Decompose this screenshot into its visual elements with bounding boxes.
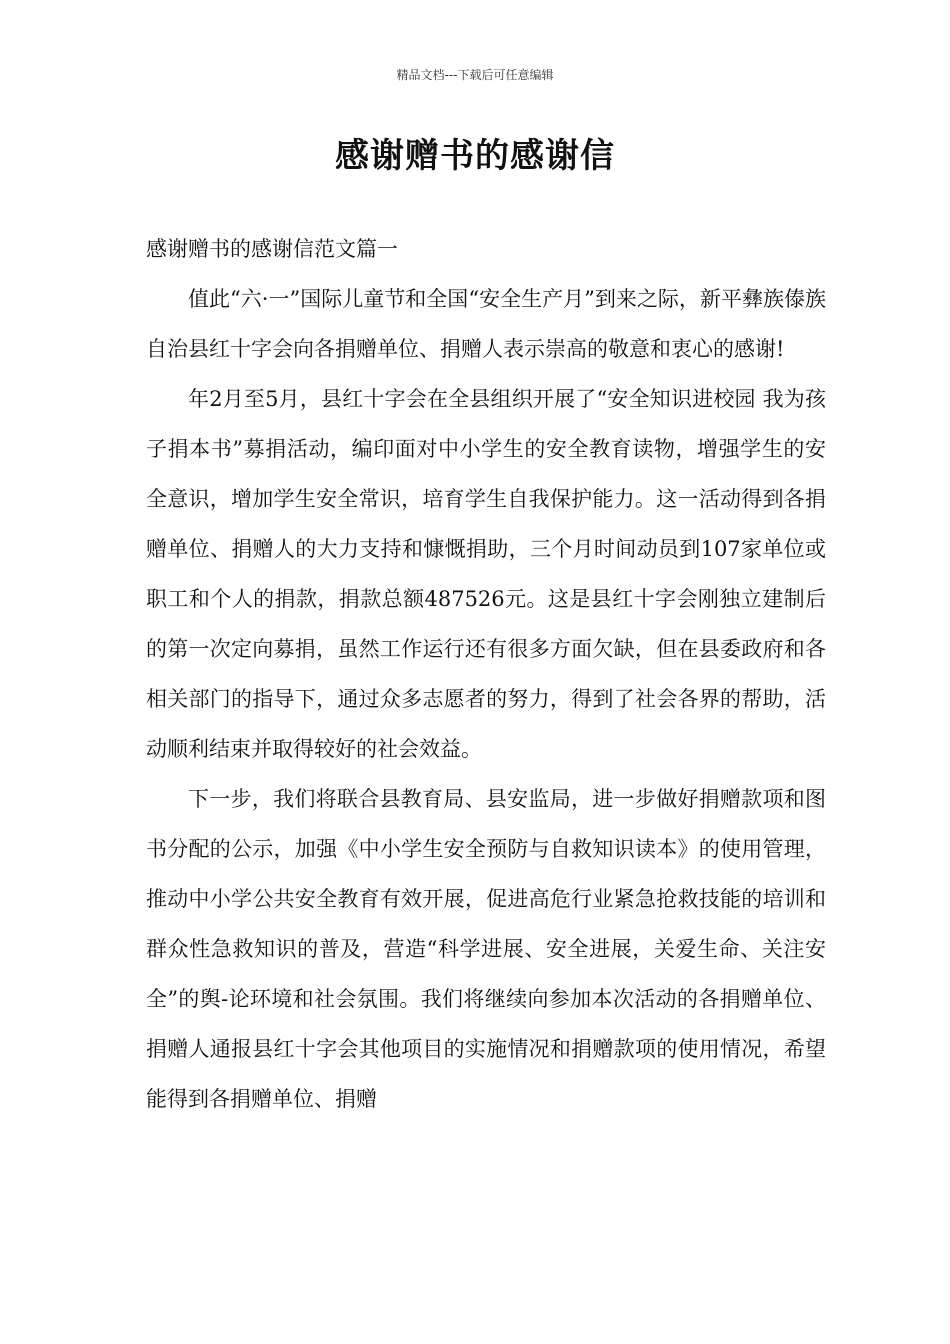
paragraph-3: 下一步，我们将联合县教育局、县安监局，进一步做好捐赠款项和图书分配的公示，加强《中小学生安全预防与自救知识读本》的使用管理，推动中小学公共安全教育有效开展，促进高危行业紧急抢救技能的培训和群众性急救知识的普及，营造“科学进展、安全进展，关爱生命、关注安全”的舆-论环境和社会氛围。我们将继续向参加本次活动的各捐赠单位、捐赠人通报县红十字会其他项目的实施情况和捐赠款项的使用情况，希望能得到各捐赠单位、捐赠 bbox=[146, 787, 826, 1111]
section-subtitle: 感谢赠书的感谢信范文篇一 bbox=[146, 237, 398, 261]
header-note: 精品文档---下载后可任意编辑 bbox=[396, 68, 554, 82]
document-body bbox=[146, 224, 826, 1124]
paragraph-1: 值此“六·一”国际儿童节和全国“安全生产月”到来之际，新平彝族傣族自治县红十字会向各捐赠单位、捐赠人表示崇高的敬意和衷心的感谢! bbox=[146, 287, 826, 361]
document-title: 感谢赠书的感谢信 bbox=[335, 136, 615, 176]
paragraph-2: 年2月至5月，县红十字会在全县组织开展了“安全知识进校园 我为孩子捐本书”募捐活动，编印面对中小学生的安全教育读物，增强学生的安全意识，增加学生安全常识，培育学生自我保护能力。这一活动得到各捐赠单位、捐赠人的大力支持和慷慨捐助，三个月时间动员到107家单位或职工和个人的捐款，捐款总额487526元。这是县红十字会刚独立建制后的第一次定向募捐，虽然工作运行还有很多方面欠缺，但在县委政府和各相关部门的指导下，通过众多志愿者的努力，得到了社会各界的帮助，活动顺利结束并取得较好的社会效益。 bbox=[146, 387, 826, 761]
